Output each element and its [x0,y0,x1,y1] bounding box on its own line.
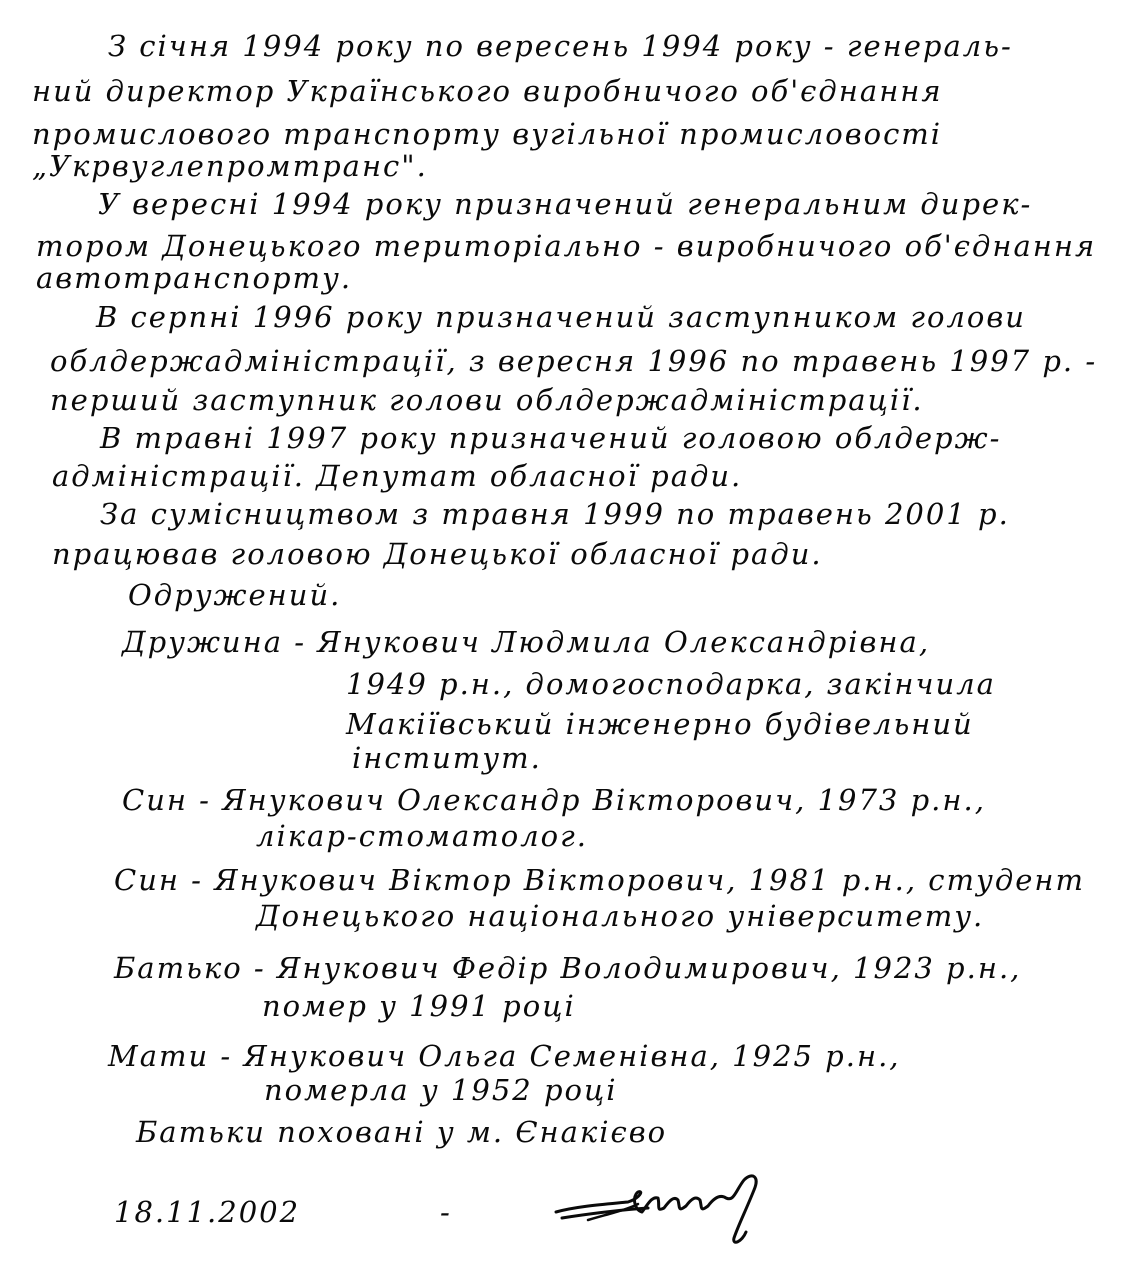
text-line: За сумісництвом з травня 1999 по травень 2001 р. [100,497,1010,531]
text-line: Дружина - Янукович Людмила Олександрівна, [122,625,931,659]
text-line: промислового транспорту вугільної промисловості [32,117,943,151]
text-line: Донецького національного університету. [256,899,985,933]
text-line: тором Донецького територіально - виробничого об'єднання [36,229,1097,263]
text-line: Батько - Янукович Федір Володимирович, 1923 р.н., [114,951,1022,985]
text-line: Одружений. [128,578,342,612]
text-line: Макіївський інженерно будівельний [346,707,974,741]
text-line: помер у 1991 році [262,989,576,1023]
text-line: померла у 1952 році [264,1073,618,1107]
text-line: інститут. [352,741,542,775]
text-line: З січня 1994 року по вересень 1994 року - генераль- [108,29,1013,63]
text-line: У вересні 1994 року призначений генеральним дирек- [98,187,1033,221]
text-line: адміністрації. Депутат обласної ради. [52,459,743,493]
text-line: Син - Янукович Олександр Вікторович, 1973 р.н., [122,783,986,817]
text-line: працював головою Донецької обласної ради. [52,537,823,571]
text-line: лікар-стоматолог. [256,819,589,853]
signature-icon [548,1168,778,1248]
text-line: ний директор Українського виробничого об'єднання [32,74,943,108]
text-line: В серпні 1996 року призначений заступником голови [96,300,1026,334]
text-line: 1949 р.н., домогосподарка, закінчила [346,667,996,701]
text-line: облдержадміністрації, з вересня 1996 по травень 1997 р. - [50,344,1098,378]
text-line: „Укрвуглепромтранс". [32,149,428,183]
text-line: В травні 1997 року призначений головою облдерж- [100,421,1002,455]
text-line: Син - Янукович Віктор Вікторович, 1981 р.н., студент [114,863,1085,897]
text-line: перший заступник голови облдержадміністрації. [50,383,924,417]
date: 18.11.2002 [114,1195,301,1229]
text-line: автотранспорту. [36,261,353,295]
text-line: Мати - Янукович Ольга Семенівна, 1925 р.н., [108,1039,901,1073]
text-line: Батьки поховані у м. Єнакієво [136,1115,668,1149]
date-separator: - [440,1195,452,1229]
